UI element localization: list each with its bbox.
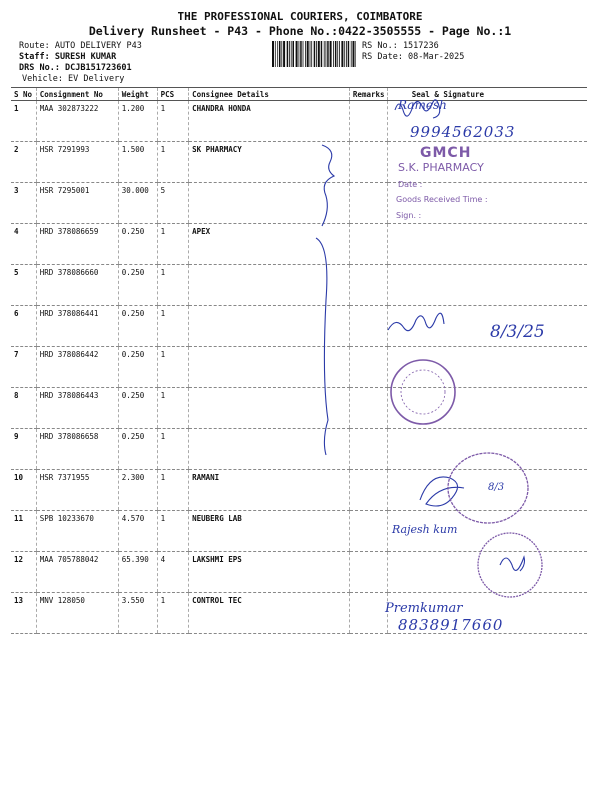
cell-consignment: HRD 378086660: [36, 265, 118, 306]
cell-remarks: [349, 470, 387, 511]
cell-weight: 0.250: [118, 347, 157, 388]
cell-consignee: SK PHARMACY: [189, 142, 350, 183]
table-row: [11, 347, 587, 388]
col-consignment: Consignment No: [36, 88, 118, 101]
cell-weight: 0.250: [118, 388, 157, 429]
barcode-bar: [327, 41, 329, 67]
stamp-date-label: Date :: [398, 180, 423, 189]
col-seal: Seal & Signature: [387, 88, 587, 101]
cell-consignee: [189, 265, 350, 306]
cell-sno: 11: [11, 511, 36, 552]
runsheet-table: [11, 87, 587, 634]
cell-consignee: [189, 347, 350, 388]
barcode-bar: [310, 41, 311, 67]
cell-consignee: CHANDRA HONDA: [189, 101, 350, 142]
cell-weight: 0.250: [118, 265, 157, 306]
barcode-bar: [299, 41, 300, 67]
vehicle-label: Vehicle: EV Delivery: [22, 74, 125, 84]
table-header-row: [11, 88, 587, 101]
cell-consignee: [189, 183, 350, 224]
cell-sno: 12: [11, 552, 36, 593]
cell-remarks: [349, 142, 387, 183]
table-row: [11, 388, 587, 429]
cell-weight: 65.390: [118, 552, 157, 593]
barcode-bar: [321, 41, 323, 67]
cell-pcs: 1: [157, 347, 189, 388]
cell-pcs: 1: [157, 142, 189, 183]
cell-pcs: 1: [157, 511, 189, 552]
cell-pcs: 1: [157, 306, 189, 347]
barcode-bar: [314, 41, 316, 67]
barcode-bar: [346, 41, 347, 67]
barcode-bar: [289, 41, 290, 67]
table-row: [11, 552, 587, 593]
cell-seal: [387, 388, 587, 429]
barcode-bar: [330, 41, 332, 67]
cell-consignee: [189, 306, 350, 347]
cell-consignment: MAA 302873222: [36, 101, 118, 142]
cell-consignment: HSR 7291993: [36, 142, 118, 183]
barcode-bar: [344, 41, 345, 67]
cell-seal: [387, 306, 587, 347]
rs-number: RS No.: 1517236: [362, 41, 439, 51]
table-row: [11, 183, 587, 224]
barcode-bar: [283, 41, 285, 67]
cell-seal: [387, 265, 587, 306]
barcode-bar: [326, 41, 327, 67]
cell-pcs: 1: [157, 593, 189, 634]
barcode-bar: [305, 41, 306, 67]
stamp-goods-label: Goods Received Time :: [396, 195, 488, 204]
col-weight: Weight: [118, 88, 157, 101]
cell-consignee: [189, 429, 350, 470]
barcode-bar: [355, 41, 356, 67]
barcode-bar: [341, 41, 343, 67]
cell-pcs: 1: [157, 265, 189, 306]
cell-weight: 3.550: [118, 593, 157, 634]
cell-weight: 4.570: [118, 511, 157, 552]
barcode-image: [272, 41, 356, 67]
cell-seal: [387, 552, 587, 593]
cell-sno: 5: [11, 265, 36, 306]
company-title: THE PROFESSIONAL COURIERS, COIMBATORE: [177, 10, 423, 23]
barcode-bar: [307, 41, 309, 67]
cell-weight: 30.000: [118, 183, 157, 224]
barcode-bar: [351, 41, 352, 67]
row6-date-handwriting: 8/3/25: [490, 322, 545, 342]
cell-sno: 10: [11, 470, 36, 511]
cell-sno: 2: [11, 142, 36, 183]
cell-remarks: [349, 552, 387, 593]
cell-remarks: [349, 429, 387, 470]
cell-sno: 3: [11, 183, 36, 224]
cell-consignment: HSR 7295001: [36, 183, 118, 224]
row1-signature: Ramesh: [398, 98, 447, 112]
cell-consignment: HRD 378086658: [36, 429, 118, 470]
table-row: [11, 265, 587, 306]
cell-weight: 0.250: [118, 224, 157, 265]
cell-pcs: 1: [157, 388, 189, 429]
row11-signature: Rajesh kum: [392, 523, 458, 536]
cell-remarks: [349, 183, 387, 224]
cell-sno: 7: [11, 347, 36, 388]
cell-pcs: 5: [157, 183, 189, 224]
barcode-bar: [318, 41, 320, 67]
cell-remarks: [349, 101, 387, 142]
barcode-bar: [348, 41, 350, 67]
cell-consignee: CONTROL TEC: [189, 593, 350, 634]
barcode-bar: [353, 41, 355, 67]
table-row: [11, 224, 587, 265]
rs-date: RS Date: 08-Mar-2025: [362, 52, 465, 62]
cell-weight: 2.300: [118, 470, 157, 511]
row13-phone-handwriting: 8838917660: [398, 616, 504, 634]
stamp-sign-label: Sign. :: [396, 211, 422, 220]
cell-pcs: 1: [157, 429, 189, 470]
barcode-bar: [300, 41, 302, 67]
barcode-bar: [296, 41, 298, 67]
cell-consignment: SPB 10233670: [36, 511, 118, 552]
barcode-bar: [339, 41, 340, 67]
cell-remarks: [349, 347, 387, 388]
cell-pcs: 1: [157, 101, 189, 142]
cell-sno: 8: [11, 388, 36, 429]
table-row: [11, 429, 587, 470]
cell-consignment: HRD 378086659: [36, 224, 118, 265]
col-details: Consignee Details: [189, 88, 350, 101]
cell-remarks: [349, 306, 387, 347]
cell-consignee: APEX: [189, 224, 350, 265]
cell-sno: 13: [11, 593, 36, 634]
barcode-bar: [272, 41, 274, 67]
runsheet-subtitle: Delivery Runsheet - P43 - Phone No.:0422-3505555 - Page No.:1: [88, 24, 512, 38]
route-label: Route: AUTO DELIVERY P43: [19, 41, 142, 51]
cell-sno: 6: [11, 306, 36, 347]
staff-label: Staff: SURESH KUMAR: [19, 52, 117, 62]
col-remarks: Remarks: [349, 88, 387, 101]
cell-remarks: [349, 265, 387, 306]
cell-consignment: MNV 128050: [36, 593, 118, 634]
cell-seal: [387, 347, 587, 388]
barcode-bar: [316, 41, 317, 67]
cell-pcs: 1: [157, 470, 189, 511]
cell-consignment: HRD 378086441: [36, 306, 118, 347]
cell-remarks: [349, 593, 387, 634]
col-pcs: PCS: [157, 88, 189, 101]
row10-date-handwriting: 8/3: [488, 482, 505, 493]
barcode-bar: [303, 41, 304, 67]
barcode-bar: [293, 41, 295, 67]
barcode-bar: [335, 41, 337, 67]
barcode-bar: [287, 41, 289, 67]
cell-consignment: HRD 378086442: [36, 347, 118, 388]
cell-seal: [387, 224, 587, 265]
barcode-bar: [275, 41, 276, 67]
stamp-pharmacy: S.K. PHARMACY: [398, 161, 484, 174]
barcode-bar: [337, 41, 338, 67]
cell-pcs: 1: [157, 224, 189, 265]
barcode-bar: [291, 41, 292, 67]
cell-sno: 9: [11, 429, 36, 470]
cell-remarks: [349, 224, 387, 265]
cell-sno: 4: [11, 224, 36, 265]
cell-consignment: HRD 378086443: [36, 388, 118, 429]
row13-name-handwriting: Premkumar: [385, 601, 463, 616]
barcode-bar: [333, 41, 334, 67]
cell-remarks: [349, 388, 387, 429]
cell-consignment: MAA 705788042: [36, 552, 118, 593]
cell-weight: 1.500: [118, 142, 157, 183]
cell-seal: [387, 429, 587, 470]
barcode-bar: [324, 41, 325, 67]
col-sno: S No: [11, 88, 36, 101]
cell-weight: 0.250: [118, 306, 157, 347]
cell-consignee: NEUBERG LAB: [189, 511, 350, 552]
barcode-bar: [279, 41, 281, 67]
barcode-bar: [311, 41, 312, 67]
row1-phone-handwriting: 9994562033: [410, 123, 516, 141]
cell-consignment: HSR 7371955: [36, 470, 118, 511]
cell-weight: 0.250: [118, 429, 157, 470]
drs-number: DRS No.: DCJB151723601: [19, 63, 132, 73]
cell-consignee: [189, 388, 350, 429]
cell-sno: 1: [11, 101, 36, 142]
cell-consignee: LAKSHMI EPS: [189, 552, 350, 593]
barcode-bar: [277, 41, 278, 67]
table-row: [11, 511, 587, 552]
table-row: [11, 142, 587, 183]
cell-pcs: 4: [157, 552, 189, 593]
cell-consignee: RAMANI: [189, 470, 350, 511]
barcode-bar: [281, 41, 282, 67]
cell-weight: 1.200: [118, 101, 157, 142]
cell-remarks: [349, 511, 387, 552]
stamp-gmch: GMCH: [420, 145, 472, 161]
